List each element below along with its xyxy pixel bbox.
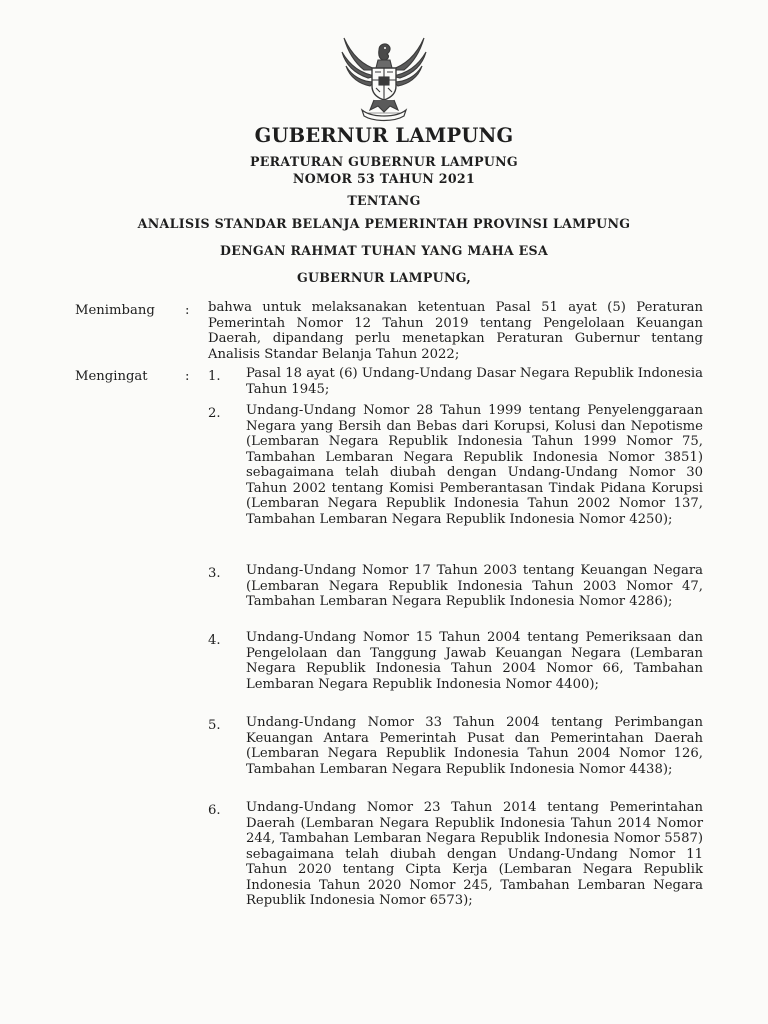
- menimbang-colon: :: [185, 303, 190, 318]
- mengingat-item-text: Undang-Undang Nomor 23 Tahun 2014 tentang Pemerintahan Daerah (Lembaran Negara Republik Indonesia Tahun 2014 Nomor 244, Tambahan Lembaran Negara Republik Indonesia Nomor 5587) sebagaimana telah diubah dengan Undang-Undang Nomor 11 Tahun 2020 tentang Cipta Kerja (Lembaran Negara Republik Indonesia Tahun 2020 Nomor 245, Tambahan Lembaran Negara Republik Indonesia Nomor 6573);: [246, 800, 703, 908]
- mengingat-item-text: Undang-Undang Nomor 15 Tahun 2004 tentang Pemeriksaan dan Pengelolaan dan Tanggung Jawab Keuangan Negara (Lembaran Negara Republik Indonesia Tahun 2004 Nomor 66, Tambahan Lembaran Negara Republik Indonesia Nomor 4400);: [246, 630, 703, 692]
- regulation-heading: PERATURAN GUBERNUR LAMPUNG: [250, 154, 518, 169]
- mengingat-item-number: 3.: [208, 566, 221, 581]
- regulation-subject: ANALISIS STANDAR BELANJA PEMERINTAH PROVINSI LAMPUNG: [137, 216, 631, 231]
- mengingat-item-number: 2.: [208, 406, 221, 421]
- blessing-line: DENGAN RAHMAT TUHAN YANG MAHA ESA: [219, 243, 549, 258]
- issuer-line: GUBERNUR LAMPUNG,: [296, 270, 472, 285]
- mengingat-label: Mengingat: [75, 369, 148, 384]
- menimbang-label: Menimbang: [75, 303, 155, 318]
- menimbang-text: bahwa untuk melaksanakan ketentuan Pasal 51 ayat (5) Peraturan Pemerintah Nomor 12 Tahun 2019 tentang Pengelolaan Keuangan Daerah, dipandang perlu menetapkan Peraturan Gubernur tentang Analisis Standar Belanja Tahun 2022;: [208, 300, 703, 362]
- mengingat-item-text: Pasal 18 ayat (6) Undang-Undang Dasar Negara Republik Indonesia Tahun 1945;: [246, 366, 703, 397]
- mengingat-item-number: 6.: [208, 803, 221, 818]
- mengingat-item-text: Undang-Undang Nomor 33 Tahun 2004 tentang Perimbangan Keuangan Antara Pemerintah Pusat dan Pemerintahan Daerah (Lembaran Negara Republik Indonesia Tahun 2004 Nomor 126, Tambahan Lembaran Negara Republik Indonesia Nomor 4438);: [246, 715, 703, 777]
- mengingat-item-number: 4.: [208, 633, 221, 648]
- mengingat-item-number: 1.: [208, 369, 221, 384]
- regulation-number: NOMOR 53 TAHUN 2021: [292, 171, 476, 186]
- garuda-pancasila-emblem-icon: [334, 30, 434, 122]
- mengingat-item-number: 5.: [208, 718, 221, 733]
- mengingat-item-text: Undang-Undang Nomor 28 Tahun 1999 tentang Penyelenggaraan Negara yang Bersih dan Bebas dari Korupsi, Kolusi dan Nepotisme (Lembaran Negara Republik Indonesia Tahun 1999 Nomor 75, Tambahan Lembaran Negara Republik Indonesia Nomor 3851) sebagaimana telah diubah dengan Undang-Undang Nomor 30 Tahun 2002 tentang Komisi Pemberantasan Tindak Pidana Korupsi (Lembaran Negara Republik Indonesia Tahun 2002 Nomor 137, Tambahan Lembaran Negara Republik Indonesia Nomor 4250);: [246, 403, 703, 527]
- document-title: GUBERNUR LAMPUNG: [254, 124, 514, 147]
- mengingat-colon: :: [185, 369, 190, 384]
- mengingat-item-text: Undang-Undang Nomor 17 Tahun 2003 tentang Keuangan Negara (Lembaran Negara Republik Indonesia Tahun 2003 Nomor 47, Tambahan Lembaran Negara Republik Indonesia Nomor 4286);: [246, 563, 703, 609]
- about-heading: TENTANG: [347, 193, 421, 208]
